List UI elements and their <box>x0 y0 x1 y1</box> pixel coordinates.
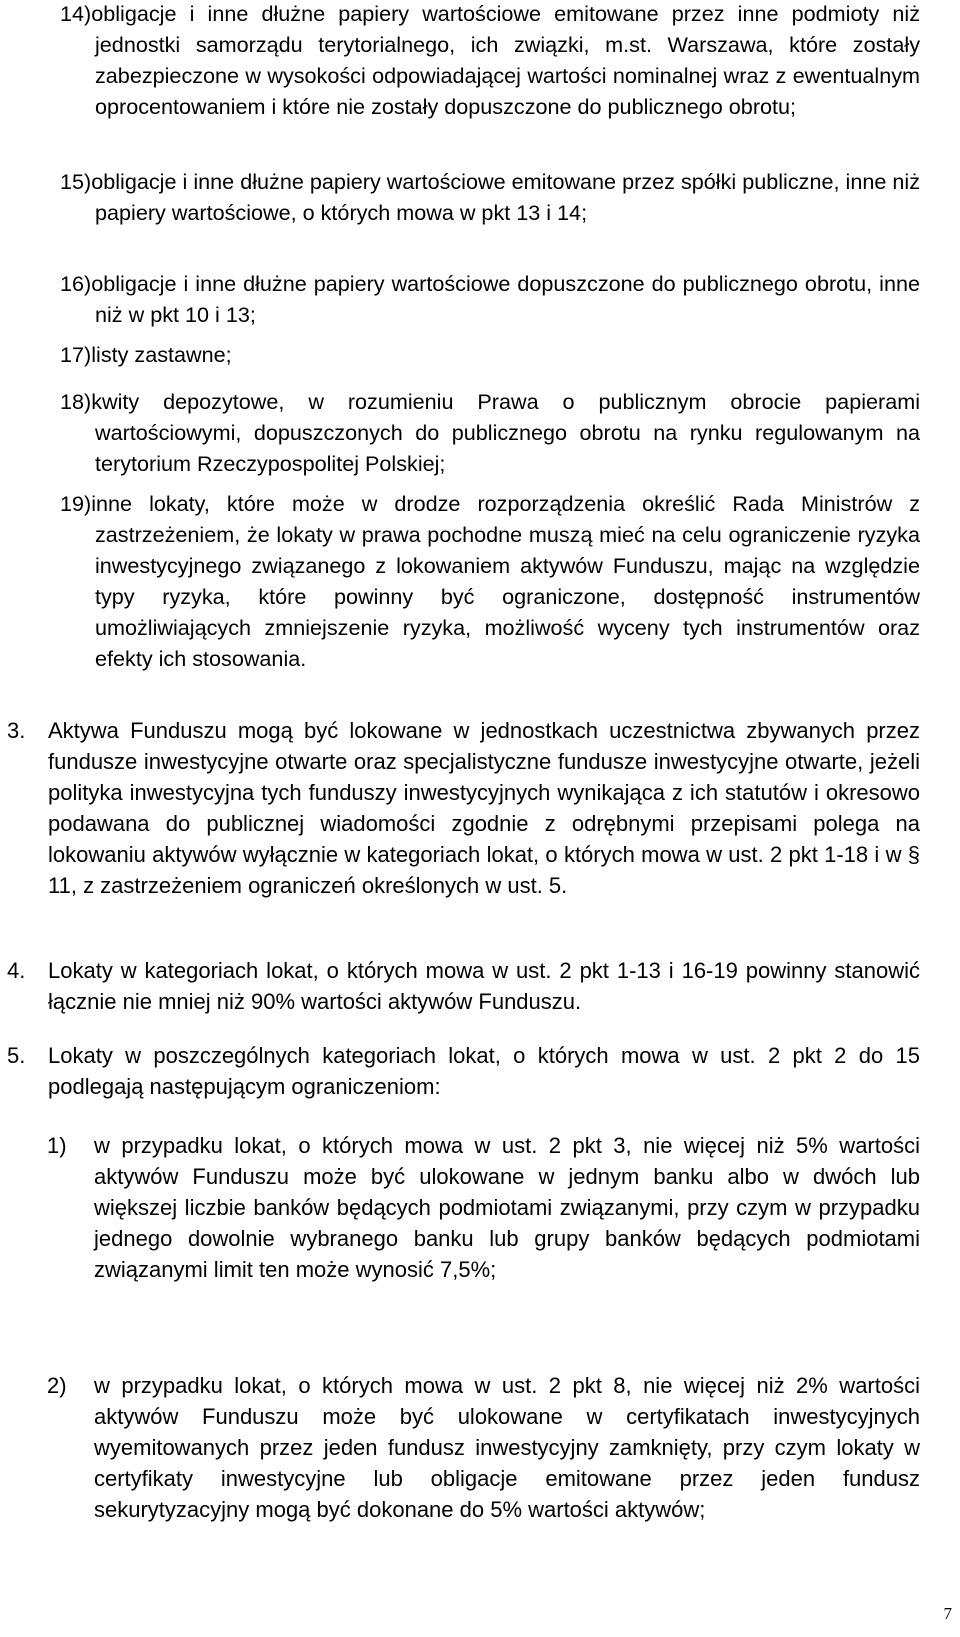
list-item-19 <box>60 488 920 674</box>
paragraph-text: Lokaty w kategoriach lokat, o których mowa w ust. 2 pkt 1-13 i 16-19 powinny stanowić łącznie nie mniej niż 90% wartości aktywów Funduszu. <box>48 958 920 1014</box>
list-item-text: listy zastawne; <box>91 342 232 367</box>
paragraph-number: 3. <box>7 718 26 743</box>
list-item-text: kwity depozytowe, w rozumieniu Prawa o publicznym obrocie papierami wartościowymi, dopuszczonych do publicznego obrotu na rynku regulowanym na terytorium Rzeczypospolitej Polskiej; <box>91 389 920 476</box>
paragraph-3 <box>7 715 920 901</box>
point-text: w przypadku lokat, o których mowa w ust. 2 pkt 8, nie więcej niż 2% wartości aktywów Funduszu może być ulokowane w certyfikatach inwestycyjnych wyemitowanych przez jeden fundusz inwestycyjny zamknięty, przy czym lokaty w certyfikaty inwestycyjne lub obligacje emitowane przez jeden fundusz sekurytyzacyjny mogą być dokonane do 5% wartości aktywów; <box>94 1373 920 1522</box>
list-item-number: 18) <box>60 389 92 414</box>
paragraph-text: Lokaty w poszczególnych kategoriach lokat, o których mowa w ust. 2 pkt 2 do 15 podlegają następującym ograniczeniom: <box>48 1043 920 1099</box>
paragraph-4 <box>7 955 920 1017</box>
paragraph-text: Aktywa Funduszu mogą być lokowane w jednostkach uczestnictwa zbywanych przez fundusze inwestycyjne otwarte oraz specjalistyczne fundusze inwestycyjne otwarte, jeżeli polityka inwestycyjna tych funduszy inwestycyjnych wynikająca z ich statutów i okresowo podawana do publicznej wiadomości zgodnie z odrębnymi przepisami polega na lokowaniu aktywów wyłącznie w kategoriach lokat, o których mowa w ust. 2 pkt 1-18 i w § 11, z zastrzeżeniem ograniczeń określonych w ust. 5. <box>48 718 920 898</box>
list-item-number: 16) <box>60 271 92 296</box>
list-item-text: obligacje i inne dłużne papiery wartościowe emitowane przez inne podmioty niż jednostki samorządu terytorialnego, ich związki, m.st. Warszawa, które zostały zabezpieczone w wysokości odpowiadającej wartości nominalnej wraz z ewentualnym oprocentowaniem i które nie zostały dopuszczone do publicznego obrotu; <box>91 1 920 119</box>
list-item-18 <box>60 386 920 479</box>
list-item-number: 17) <box>60 342 92 367</box>
point-text: w przypadku lokat, o których mowa w ust. 2 pkt 3, nie więcej niż 5% wartości aktywów Funduszu może być ulokowane w jednym banku albo w dwóch lub większej liczbie banków będących podmiotami związanymi, przy czym w przypadku jednego dowolnie wybranego banku lub grupy banków będących podmiotami związanymi limit ten może wynosić 7,5%; <box>94 1133 920 1282</box>
list-item-number: 14) <box>60 1 92 26</box>
point-number: 1) <box>47 1133 67 1158</box>
point-number: 2) <box>47 1373 67 1398</box>
list-item-text: inne lokaty, które może w drodze rozporządzenia określić Rada Ministrów z zastrzeżeniem, że lokaty w prawa pochodne muszą mieć na celu ograniczenie ryzyka inwestycyjnego związanego z lokowaniem aktywów Funduszu, mając na względzie typy ryzyka, które powinny być ograniczone, dostępność instrumentów umożliwiających zmniejszenie ryzyka, możliwość wyceny tych instrumentów oraz efekty ich stosowania. <box>91 491 920 671</box>
paragraph-number: 4. <box>7 958 26 983</box>
paragraph-number: 5. <box>7 1043 26 1068</box>
page-number: 7 <box>943 1604 952 1623</box>
list-item-17 <box>60 339 920 370</box>
point-2 <box>47 1370 920 1525</box>
list-item-number: 19) <box>60 491 92 516</box>
list-item-16 <box>60 268 920 330</box>
list-item-text: obligacje i inne dłużne papiery wartościowe dopuszczone do publicznego obrotu, inne niż w pkt 10 i 13; <box>91 271 920 327</box>
paragraph-5 <box>7 1040 920 1102</box>
list-item-15 <box>60 166 920 228</box>
point-1 <box>47 1130 920 1285</box>
list-item-14 <box>60 0 920 122</box>
list-item-text: obligacje i inne dłużne papiery wartościowe emitowane przez spółki publiczne, inne niż papiery wartościowe, o których mowa w pkt 13 i 14; <box>91 169 920 225</box>
list-item-number: 15) <box>60 169 92 194</box>
